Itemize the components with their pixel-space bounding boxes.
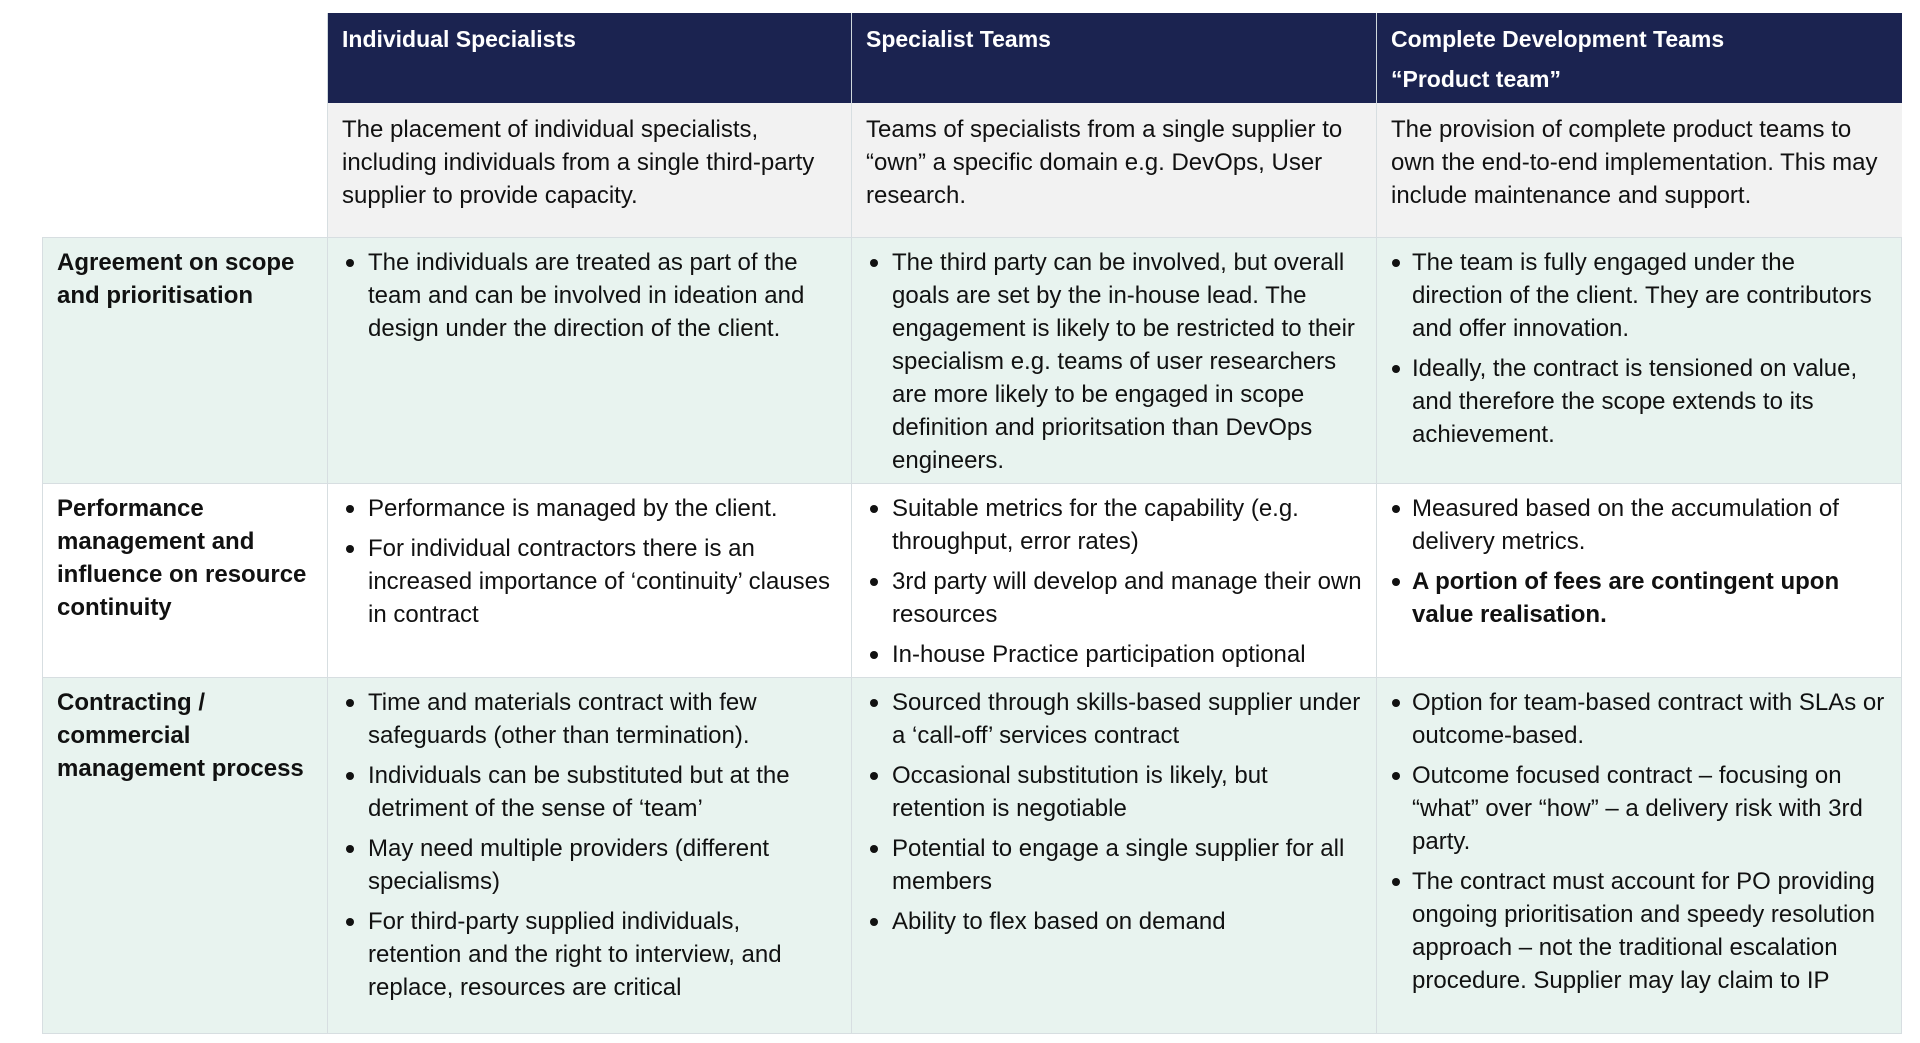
bullet-item-bold: A portion of fees are contingent upon value realisation. — [1391, 565, 1887, 631]
bullet-item: The third party can be involved, but overall goals are set by the in-house lead. The engagement is likely to be restricted to their specialism e.g. teams of user researchers are more likely to be engaged in scope definition and prioritsation than DevOps engineers. — [866, 246, 1362, 477]
column-header-complete-development-teams — [1377, 13, 1902, 103]
column-header-title: Complete Development Teams — [1391, 26, 1725, 52]
row-agreement-on-scope — [43, 237, 1902, 483]
description-individual-specialists: The placement of individual specialists, including individuals from a single third-party supplier to provide capacity. — [328, 103, 852, 237]
bullet-item: Suitable metrics for the capability (e.g. throughput, error rates) — [866, 492, 1362, 558]
bullet-list — [1391, 246, 1887, 451]
cell-individual-specialists — [328, 677, 852, 1033]
bullet-item: Occasional substitution is likely, but retention is negotiable — [866, 759, 1362, 825]
bullet-item: Individuals can be substituted but at the detriment of the sense of ‘team’ — [342, 759, 837, 825]
bullet-item: Performance is managed by the client. — [342, 492, 837, 525]
cell-specialist-teams — [852, 677, 1377, 1033]
bullet-list — [1391, 492, 1887, 631]
comparison-table — [42, 13, 1902, 1034]
column-header-title: Specialist Teams — [866, 26, 1051, 52]
bullet-item: May need multiple providers (different specialisms) — [342, 832, 837, 898]
bullet-list — [342, 492, 837, 631]
bullet-item: Sourced through skills-based supplier under a ‘call-off’ services contract — [866, 686, 1362, 752]
column-header-subtitle: “Product team” — [1391, 66, 1561, 92]
header-row — [43, 13, 1902, 103]
bullet-item: 3rd party will develop and manage their own resources — [866, 565, 1362, 631]
bullet-item: Time and materials contract with few safeguards (other than termination). — [342, 686, 837, 752]
cell-specialist-teams — [852, 237, 1377, 483]
bullet-list — [342, 246, 837, 345]
bullet-item: Potential to engage a single supplier for all members — [866, 832, 1362, 898]
row-header: Contracting / commercial management process — [43, 677, 328, 1033]
bullet-item: Option for team-based contract with SLAs or outcome-based. — [1391, 686, 1887, 752]
bullet-list — [866, 492, 1362, 671]
description-complete-development-teams: The provision of complete product teams to own the end-to-end implementation. This may include maintenance and support. — [1377, 103, 1902, 237]
bullet-item: For third-party supplied individuals, retention and the right to interview, and replace, resources are critical — [342, 905, 837, 1004]
corner-cell — [43, 103, 328, 237]
bullet-list — [1391, 686, 1887, 997]
bullet-item: Measured based on the accumulation of delivery metrics. — [1391, 492, 1887, 558]
bullet-item: Ability to flex based on demand — [866, 905, 1362, 938]
bullet-item: For individual contractors there is an increased importance of ‘continuity’ clauses in contract — [342, 532, 837, 631]
row-header: Agreement on scope and prioritisation — [43, 237, 328, 483]
column-header-title: Individual Specialists — [342, 26, 576, 52]
bullet-list — [866, 686, 1362, 938]
bullet-item: The individuals are treated as part of the team and can be involved in ideation and design under the direction of the client. — [342, 246, 837, 345]
cell-specialist-teams — [852, 483, 1377, 677]
description-row — [43, 103, 1902, 237]
corner-cell — [43, 13, 328, 103]
row-performance-management — [43, 483, 1902, 677]
cell-individual-specialists — [328, 237, 852, 483]
row-header: Performance management and influence on resource continuity — [43, 483, 328, 677]
comparison-table-container — [42, 13, 1901, 1034]
cell-complete-development-teams — [1377, 483, 1902, 677]
bullet-list — [866, 246, 1362, 477]
bullet-item: Outcome focused contract – focusing on “what” over “how” – a delivery risk with 3rd party. — [1391, 759, 1887, 858]
column-header-specialist-teams — [852, 13, 1377, 103]
row-contracting-commercial — [43, 677, 1902, 1033]
cell-complete-development-teams — [1377, 677, 1902, 1033]
bullet-item: Ideally, the contract is tensioned on value, and therefore the scope extends to its achievement. — [1391, 352, 1887, 451]
bullet-item: In-house Practice participation optional — [866, 638, 1362, 671]
bullet-list — [342, 686, 837, 1004]
cell-complete-development-teams — [1377, 237, 1902, 483]
bullet-item: The contract must account for PO providing ongoing prioritisation and speedy resolution approach – not the traditional escalation procedure. Supplier may lay claim to IP — [1391, 865, 1887, 997]
bullet-item: The team is fully engaged under the direction of the client. They are contributors and offer innovation. — [1391, 246, 1887, 345]
column-header-individual-specialists — [328, 13, 852, 103]
description-specialist-teams: Teams of specialists from a single supplier to “own” a specific domain e.g. DevOps, User research. — [852, 103, 1377, 237]
cell-individual-specialists — [328, 483, 852, 677]
